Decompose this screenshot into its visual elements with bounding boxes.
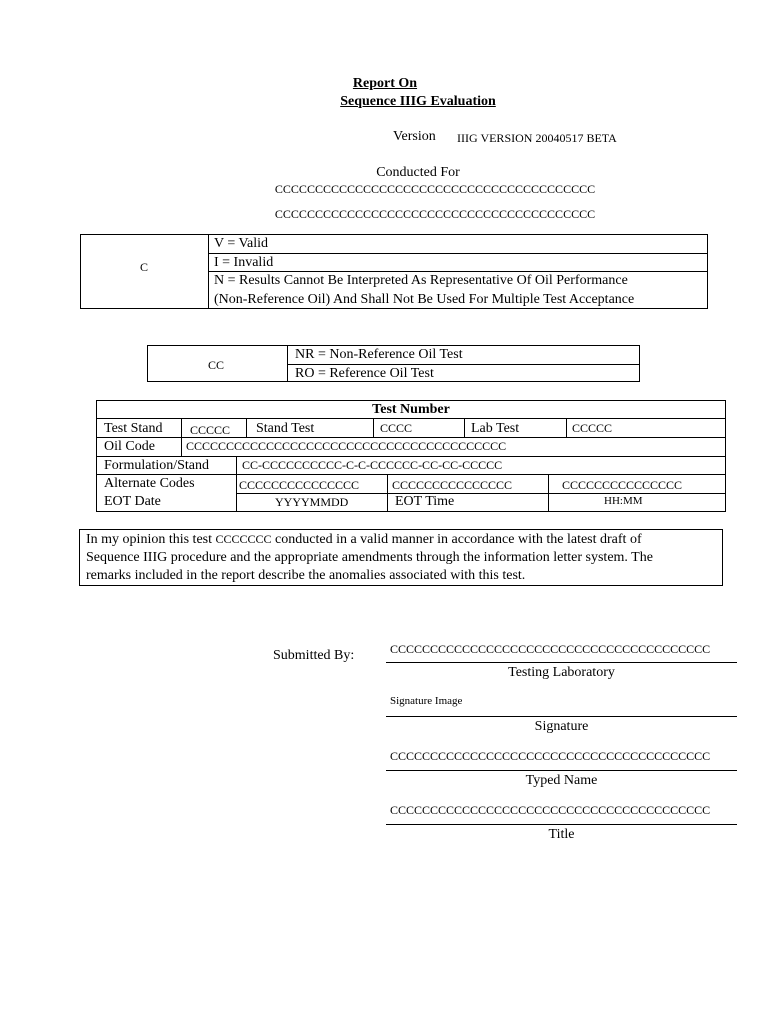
opinion-line3: remarks included in the report describe the anomalies associated with this test. [86,568,526,583]
oil-test-item: RO = Reference Oil Test [295,366,434,381]
opinion-line2: Sequence IIIG procedure and the appropriate amendments through the information letter system. The [86,550,653,565]
title-label: Title [548,827,575,842]
formulation-value: CC-CCCCCCCCCC-C-C-CCCCCC-CC-CC-CCCCC [242,458,503,472]
eot-date-value: YYYYMMDD [275,495,349,509]
lab-test-label: Lab Test [471,421,520,436]
validity-item: V = Valid [214,236,269,251]
lab-test-value: CCCCC [572,421,613,435]
test-stand-value: CCCCC [190,423,231,437]
signature-image: Signature Image [390,695,463,707]
report-title-line2: Sequence IIIG Evaluation [340,94,496,109]
oil-test-code: CC [208,358,225,372]
conducted-for-line1: CCCCCCCCCCCCCCCCCCCCCCCCCCCCCCCCCCCCCCCC [274,182,596,196]
submitted-by-label: Submitted By: [273,648,355,663]
version-value: IIIG VERSION 20040517 BETA [457,131,617,145]
opinion-test-code: CCCCCCC [215,532,272,546]
title-value: CCCCCCCCCCCCCCCCCCCCCCCCCCCCCCCCCCCCCCCC [390,803,711,817]
alternate-code-value: CCCCCCCCCCCCCCC [239,478,360,492]
typed-name-label: Typed Name [525,773,598,788]
alternate-code-value: CCCCCCCCCCCCCCC [392,478,513,492]
validity-item: N = Results Cannot Be Interpreted As Representative Of Oil Performance [214,273,628,288]
alternate-codes-label: Alternate Codes [104,476,195,491]
testing-laboratory-value: CCCCCCCCCCCCCCCCCCCCCCCCCCCCCCCCCCCCCCCC [390,642,711,656]
testing-laboratory-label: Testing Laboratory [508,665,615,680]
version-label: Version [393,129,436,144]
formulation-label: Formulation/Stand [104,458,209,473]
test-number-header: Test Number [372,402,450,417]
test-stand-label: Test Stand [104,421,163,436]
validity-item: I = Invalid [214,255,274,270]
eot-time-value: HH:MM [604,495,643,507]
alternate-code-value: CCCCCCCCCCCCCCC [562,478,683,492]
eot-time-label: EOT Time [395,494,455,509]
oil-code-label: Oil Code [104,439,155,454]
conducted-for-line2: CCCCCCCCCCCCCCCCCCCCCCCCCCCCCCCCCCCCCCCC [274,207,596,221]
validity-item: (Non-Reference Oil) And Shall Not Be Used For Multiple Test Acceptance [214,292,635,307]
conducted-for-label: Conducted For [376,165,460,180]
signature-label: Signature [534,719,589,734]
oil-test-item: NR = Non-Reference Oil Test [295,347,463,362]
eot-date-label: EOT Date [104,494,161,509]
validity-code: C [140,260,149,274]
oil-code-value: CCCCCCCCCCCCCCCCCCCCCCCCCCCCCCCCCCCCCCCC [186,439,507,453]
typed-name-value: CCCCCCCCCCCCCCCCCCCCCCCCCCCCCCCCCCCCCCCC [390,749,711,763]
stand-test-value: CCCC [380,421,413,435]
report-title-line1: Report On [352,76,418,91]
opinion-line1: In my opinion this test CCCCCCC conducted in a valid manner in accordance with the latest draft of [86,532,642,547]
stand-test-label: Stand Test [256,421,315,436]
